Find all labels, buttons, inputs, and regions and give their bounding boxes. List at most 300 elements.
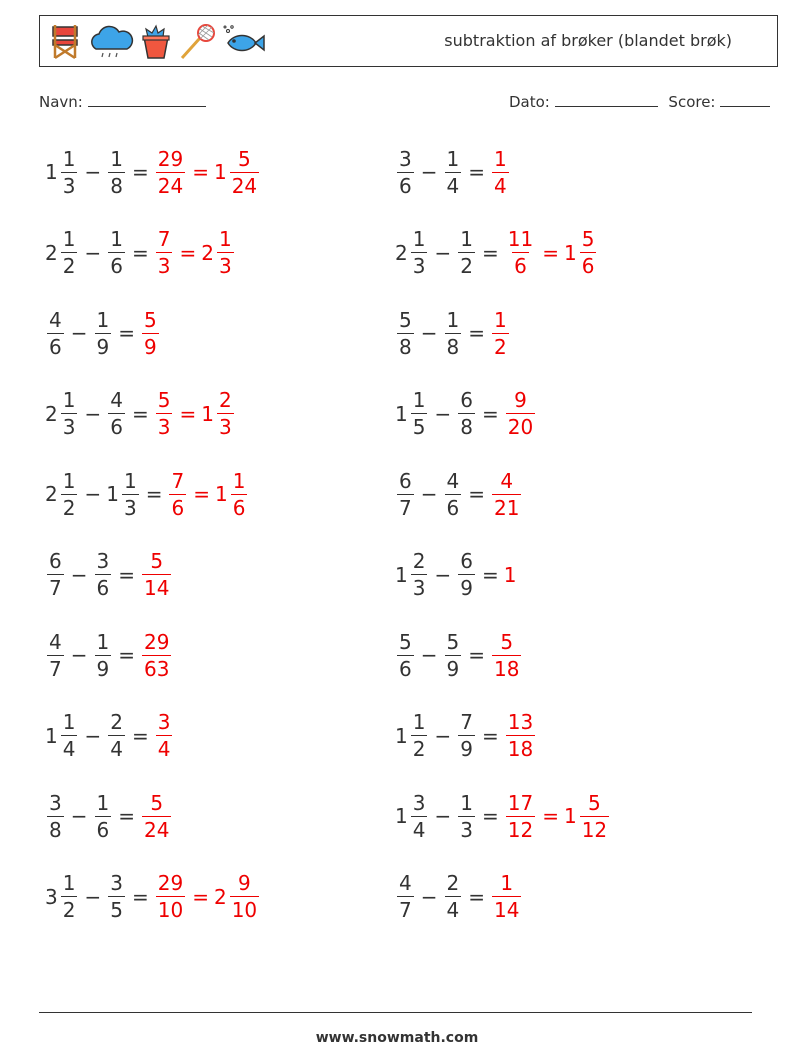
denominator: 4 <box>157 737 171 761</box>
denominator: 24 <box>231 173 258 198</box>
footer-url: www.snowmath.com <box>315 1030 479 1046</box>
whole-number: 1 <box>395 401 408 426</box>
whole-number: 1 <box>395 723 408 748</box>
denominator: 5 <box>412 415 426 439</box>
denominator: 6 <box>96 576 110 600</box>
date-label: Dato: <box>509 93 550 111</box>
fraction <box>108 873 125 920</box>
whole-number: 1 <box>395 562 408 587</box>
numerator: 4 <box>446 468 460 493</box>
numerator: 3 <box>157 710 171 734</box>
numerator: 2 <box>446 871 460 895</box>
numerator: 5 <box>399 629 412 654</box>
minus-sign: − <box>84 240 102 265</box>
numerator: 1 <box>96 307 110 332</box>
denominator: 6 <box>110 254 123 278</box>
problem-13 <box>45 625 173 685</box>
fraction <box>142 790 171 842</box>
fraction <box>169 468 186 520</box>
equals-sign: = <box>179 401 197 426</box>
fraction <box>492 873 521 920</box>
denominator: 4 <box>446 898 460 922</box>
fraction <box>492 307 509 359</box>
denominator: 14 <box>494 898 520 922</box>
denominator: 6 <box>49 334 62 359</box>
denominator: 14 <box>144 576 170 600</box>
numerator: 3 <box>96 549 110 573</box>
numerator: 5 <box>238 146 251 171</box>
numerator: 1 <box>62 871 76 895</box>
name-field <box>39 92 206 111</box>
denominator: 9 <box>96 656 110 681</box>
equals-sign: = <box>481 723 499 748</box>
numerator: 6 <box>49 549 62 573</box>
minus-sign: − <box>84 884 102 909</box>
numerator: 1 <box>494 307 507 332</box>
fraction <box>142 629 171 681</box>
problem-5 <box>45 303 161 363</box>
problem-10 <box>395 464 523 524</box>
equals-sign: = <box>192 160 209 184</box>
numerator: 5 <box>150 790 164 815</box>
denominator: 3 <box>412 254 426 278</box>
minus-sign: − <box>420 884 438 909</box>
fraction <box>397 629 414 681</box>
numerator: 5 <box>399 307 412 332</box>
numerator: 9 <box>238 871 251 895</box>
denominator: 3 <box>62 415 76 439</box>
numerator: 7 <box>157 227 171 251</box>
date-score-fields <box>509 92 770 111</box>
problem-3 <box>45 223 236 283</box>
denominator: 12 <box>507 817 534 842</box>
name-label: Navn: <box>39 93 83 111</box>
numerator: 7 <box>171 468 185 493</box>
minus-sign: − <box>70 804 88 828</box>
fraction <box>445 629 462 681</box>
numerator: 2 <box>412 549 426 573</box>
numerator: 1 <box>110 146 123 171</box>
numerator: 1 <box>412 710 426 734</box>
fraction <box>506 790 535 842</box>
whole-number: 1 <box>214 482 228 506</box>
numerator: 29 <box>144 629 170 654</box>
fraction <box>217 229 234 276</box>
fraction <box>61 229 78 276</box>
denominator: 2 <box>62 898 76 922</box>
equals-sign: = <box>193 482 210 506</box>
denominator: 12 <box>581 817 608 842</box>
minus-sign: − <box>420 160 438 184</box>
numerator: 2 <box>218 388 232 412</box>
whole-number: 2 <box>213 884 227 909</box>
fraction <box>156 146 185 198</box>
whole-number: 1 <box>201 401 214 426</box>
numerator: 1 <box>110 227 123 251</box>
minus-sign: − <box>434 240 452 265</box>
denominator: 3 <box>123 495 137 520</box>
fraction <box>445 307 462 359</box>
minus-sign: − <box>84 160 102 184</box>
denominator: 18 <box>507 737 534 761</box>
equals-sign: = <box>131 240 149 265</box>
denominator: 8 <box>110 173 123 198</box>
worksheet-title: subtraktion af brøker (blandet brøk) <box>444 31 732 50</box>
date-blank[interactable] <box>555 92 658 107</box>
denominator: 2 <box>494 334 507 359</box>
fraction <box>61 712 78 759</box>
whole-number: 1 <box>45 160 58 184</box>
problem-8 <box>395 384 537 444</box>
fraction <box>580 229 597 276</box>
numerator: 9 <box>514 388 527 412</box>
fraction <box>506 390 535 437</box>
numerator: 5 <box>446 629 460 654</box>
fraction <box>411 790 428 842</box>
denominator: 6 <box>514 254 527 278</box>
whole-number: 1 <box>395 804 408 828</box>
numerator: 1 <box>62 227 76 251</box>
fraction <box>492 468 521 520</box>
numerator: 1 <box>460 227 473 251</box>
problem-19 <box>45 867 261 927</box>
numerator: 29 <box>157 146 184 171</box>
equals-sign: = <box>481 240 499 265</box>
numerator: 1 <box>218 227 232 251</box>
whole-number: 2 <box>45 401 58 426</box>
whole-number: 2 <box>45 240 58 265</box>
bucket-icon <box>138 23 174 61</box>
equals-sign: = <box>468 321 485 345</box>
problem-7 <box>45 384 236 444</box>
minus-sign: − <box>84 482 102 506</box>
equals-sign: = <box>131 160 149 184</box>
denominator: 8 <box>446 334 460 359</box>
numerator: 1 <box>62 388 76 412</box>
numerator: 5 <box>150 549 164 573</box>
fraction <box>230 873 259 920</box>
rain-cloud-icon <box>88 23 134 61</box>
fraction <box>108 712 125 759</box>
denominator: 3 <box>412 576 426 600</box>
problem-18 <box>395 786 611 846</box>
equals-sign: = <box>468 482 485 506</box>
problem-9 <box>45 464 249 524</box>
numerator: 5 <box>581 227 595 251</box>
numerator: 1 <box>460 790 473 815</box>
fraction <box>108 390 125 437</box>
denominator: 9 <box>460 737 473 761</box>
whole-number: 1 <box>563 804 577 828</box>
denominator: 6 <box>96 817 110 842</box>
numerator: 6 <box>399 468 412 493</box>
fraction <box>397 307 414 359</box>
denominator: 4 <box>412 817 426 842</box>
denominator: 6 <box>110 415 123 439</box>
numerator: 6 <box>460 388 473 412</box>
denominator: 8 <box>460 415 473 439</box>
numerator: 4 <box>399 871 412 895</box>
denominator: 5 <box>110 898 123 922</box>
fraction <box>506 229 535 276</box>
minus-sign: − <box>70 562 88 587</box>
denominator: 3 <box>157 415 171 439</box>
denominator: 6 <box>171 495 185 520</box>
problem-1 <box>45 142 261 202</box>
fraction <box>61 468 78 520</box>
problem-17 <box>45 786 173 846</box>
fish-icon <box>222 23 266 61</box>
denominator: 4 <box>446 173 460 198</box>
denominator: 3 <box>218 254 232 278</box>
minus-sign: − <box>434 723 452 748</box>
fraction <box>411 229 428 276</box>
whole-number: 3 <box>45 884 58 909</box>
minus-sign: − <box>84 723 102 748</box>
equals-sign: = <box>542 240 559 265</box>
fraction <box>156 873 185 920</box>
denominator: 7 <box>399 898 412 922</box>
numerator: 1 <box>96 629 110 654</box>
numerator: 2 <box>110 710 123 734</box>
whole-number: 1 <box>45 723 58 748</box>
fraction <box>445 468 462 520</box>
numerator: 4 <box>49 307 62 332</box>
denominator: 3 <box>62 173 76 198</box>
denominator: 18 <box>494 656 520 681</box>
fraction <box>61 873 78 920</box>
numerator: 1 <box>494 146 507 171</box>
denominator: 6 <box>581 254 595 278</box>
fraction <box>142 307 159 359</box>
problem-14 <box>395 625 523 685</box>
denominator: 6 <box>232 495 246 520</box>
equals-sign: = <box>145 482 163 506</box>
whole-number: 2 <box>395 240 408 265</box>
minus-sign: − <box>420 643 438 667</box>
fraction <box>230 146 259 198</box>
fraction <box>492 629 521 681</box>
denominator: 21 <box>494 495 520 520</box>
numerator: 3 <box>399 146 412 171</box>
denominator: 3 <box>460 817 473 842</box>
name-blank[interactable] <box>88 92 206 107</box>
equals-sign: = <box>468 160 485 184</box>
denominator: 20 <box>507 415 534 439</box>
numerator: 7 <box>460 710 473 734</box>
worksheet-header <box>39 15 778 67</box>
fraction <box>61 146 78 198</box>
numerator: 1 <box>62 146 76 171</box>
fraction <box>95 551 112 598</box>
equals-sign: = <box>542 804 559 828</box>
equals-sign: = <box>179 240 197 265</box>
equals-sign: = <box>118 643 135 667</box>
numerator: 17 <box>507 790 534 815</box>
equals-sign: = <box>131 884 149 909</box>
numerator: 5 <box>144 307 157 332</box>
equals-sign: = <box>468 884 485 909</box>
denominator: 2 <box>62 495 76 520</box>
denominator: 9 <box>96 334 110 359</box>
equals-sign: = <box>481 804 499 828</box>
numerator: 1 <box>62 710 76 734</box>
numerator: 4 <box>110 388 123 412</box>
fraction <box>506 712 535 759</box>
fraction <box>156 229 173 276</box>
denominator: 7 <box>49 656 62 681</box>
numerator: 1 <box>412 388 426 412</box>
fraction <box>411 712 428 759</box>
directors-chair-icon <box>46 23 84 61</box>
fraction <box>492 146 509 198</box>
numerator: 1 <box>446 146 460 171</box>
denominator: 6 <box>399 173 412 198</box>
problem-4 <box>395 223 598 283</box>
fraction <box>61 390 78 437</box>
denominator: 8 <box>399 334 412 359</box>
denominator: 4 <box>110 737 123 761</box>
header-icons <box>46 21 266 63</box>
whole-number: 1 <box>563 240 577 265</box>
problem-12 <box>395 545 517 605</box>
fraction <box>397 468 414 520</box>
numerator: 1 <box>232 468 246 493</box>
denominator: 6 <box>446 495 460 520</box>
denominator: 24 <box>157 173 184 198</box>
fraction <box>458 712 475 759</box>
numerator: 1 <box>123 468 137 493</box>
denominator: 6 <box>399 656 412 681</box>
fraction <box>445 873 462 920</box>
fraction <box>95 629 112 681</box>
minus-sign: − <box>434 562 452 587</box>
numerator: 11 <box>507 227 534 251</box>
score-label: Score: <box>668 93 716 111</box>
denominator: 3 <box>218 415 232 439</box>
fishing-net-icon <box>178 23 218 61</box>
equals-sign: = <box>131 723 149 748</box>
numerator: 29 <box>157 871 184 895</box>
score-blank[interactable] <box>720 92 770 107</box>
minus-sign: − <box>434 804 452 828</box>
numerator: 1 <box>412 227 426 251</box>
whole-number: 2 <box>201 240 214 265</box>
numerator: 4 <box>500 468 514 493</box>
numerator: 1 <box>500 871 514 895</box>
denominator: 63 <box>144 656 170 681</box>
numerator: 1 <box>62 468 76 493</box>
denominator: 4 <box>494 173 507 198</box>
equals-sign: = <box>481 562 499 587</box>
fraction <box>411 390 428 437</box>
numerator: 4 <box>49 629 62 654</box>
equals-sign: = <box>118 321 135 345</box>
fraction <box>47 551 64 598</box>
whole-number: 2 <box>45 482 58 506</box>
numerator: 13 <box>507 710 534 734</box>
fraction <box>108 146 125 198</box>
denominator: 9 <box>144 334 157 359</box>
equals-sign: = <box>468 643 485 667</box>
fraction <box>142 551 171 598</box>
numerator: 5 <box>500 629 514 654</box>
fraction <box>445 146 462 198</box>
fraction <box>458 229 475 276</box>
fraction <box>47 307 64 359</box>
fraction <box>156 712 173 759</box>
minus-sign: − <box>84 401 102 426</box>
denominator: 7 <box>399 495 412 520</box>
problem-16 <box>395 706 537 766</box>
minus-sign: − <box>70 321 88 345</box>
fraction <box>458 390 475 437</box>
fraction <box>580 790 609 842</box>
fraction <box>95 307 112 359</box>
numerator: 1 <box>96 790 110 815</box>
denominator: 9 <box>460 576 473 600</box>
fraction <box>47 790 64 842</box>
fraction <box>397 873 414 920</box>
problem-6 <box>395 303 511 363</box>
denominator: 3 <box>157 254 171 278</box>
fraction <box>231 468 248 520</box>
fraction <box>108 229 125 276</box>
problem-15 <box>45 706 174 766</box>
problem-20 <box>395 867 523 927</box>
equals-sign: = <box>131 401 149 426</box>
equals-sign: = <box>118 804 135 828</box>
footer-divider <box>39 1012 752 1013</box>
numerator: 5 <box>588 790 601 815</box>
fraction <box>458 790 475 842</box>
problem-11 <box>45 545 173 605</box>
denominator: 2 <box>62 254 76 278</box>
minus-sign: − <box>420 482 438 506</box>
numerator: 1 <box>446 307 460 332</box>
numerator: 5 <box>157 388 171 412</box>
minus-sign: − <box>70 643 88 667</box>
equals-sign: = <box>481 401 499 426</box>
denominator: 2 <box>460 254 473 278</box>
denominator: 9 <box>446 656 460 681</box>
minus-sign: − <box>434 401 452 426</box>
equals-sign: = <box>192 884 209 909</box>
fraction <box>458 551 475 598</box>
numerator: 3 <box>110 871 123 895</box>
denominator: 24 <box>144 817 170 842</box>
whole-number: 1 <box>213 160 227 184</box>
fraction <box>156 390 173 437</box>
numerator: 3 <box>412 790 426 815</box>
fraction <box>397 146 414 198</box>
fraction <box>411 551 428 598</box>
problem-2 <box>395 142 511 202</box>
fraction <box>217 390 234 437</box>
denominator: 10 <box>157 898 184 922</box>
numerator: 3 <box>49 790 62 815</box>
whole-number: 1 <box>503 562 517 587</box>
fraction <box>122 468 139 520</box>
equals-sign: = <box>118 562 135 587</box>
fraction <box>95 790 112 842</box>
numerator: 6 <box>460 549 473 573</box>
minus-sign: − <box>420 321 438 345</box>
whole-number: 1 <box>106 482 119 506</box>
denominator: 10 <box>231 898 258 922</box>
denominator: 2 <box>412 737 426 761</box>
denominator: 8 <box>49 817 62 842</box>
